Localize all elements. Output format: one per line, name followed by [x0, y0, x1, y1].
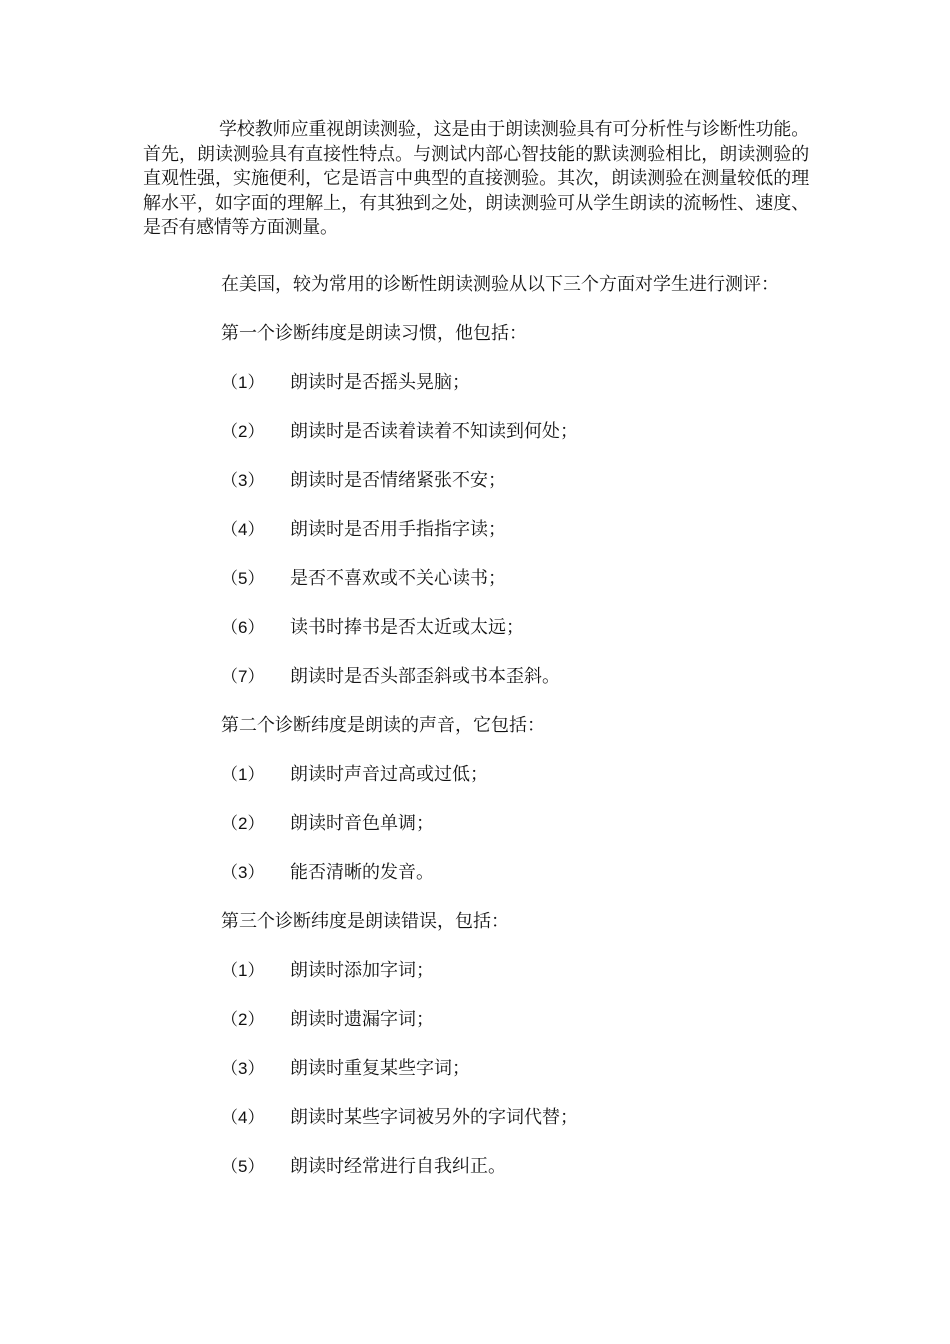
dimension-3-title: 第三个诊断纬度是朗读错误，包括： — [221, 911, 509, 932]
list-item-number: （4） — [221, 1108, 265, 1127]
list-item-number: （5） — [221, 569, 265, 588]
list-item — [221, 420, 578, 444]
list-item — [221, 861, 434, 885]
list-item-text: 朗读时是否情绪紧张不安； — [290, 470, 506, 491]
list-item-number: （2） — [221, 422, 265, 441]
intro-paragraph: 学校教师应重视朗读测验，这是由于朗读测验具有可分析性与诊断性功能。首先，朗读测验具有直接性特点。与测试内部心智技能的默读测验相比，朗读测验的直观性强，实施便利，它是语言中典型的直接测验。其次，朗读测验在测量较低的理解水平，如字面的理解上，有其独到之处，朗读测验可从学生朗读的流畅性、速度、是否有感情等方面测量。 — [143, 119, 809, 238]
list-item-number: （3） — [221, 1059, 265, 1078]
list-item-text: 朗读时是否用手指指字读； — [290, 519, 506, 540]
list-item-text: 朗读时是否头部歪斜或书本歪斜。 — [290, 666, 560, 687]
list-item-text: 能否清晰的发音。 — [290, 862, 434, 883]
list-item-number: （7） — [221, 667, 265, 686]
list-item — [221, 1106, 578, 1130]
list-item — [221, 1008, 434, 1032]
list-item — [221, 371, 470, 395]
list-item — [221, 1057, 470, 1081]
list-item-number: （2） — [221, 814, 265, 833]
list-item-number: （2） — [221, 1010, 265, 1029]
list-item — [221, 567, 506, 591]
list-item-text: 朗读时声音过高或过低； — [290, 764, 488, 785]
list-item-text: 朗读时经常进行自我纠正。 — [290, 1156, 506, 1177]
list-item — [221, 665, 560, 689]
list-item-text: 是否不喜欢或不关心读书； — [290, 568, 506, 589]
dimension-1-title: 第一个诊断纬度是朗读习惯，他包括： — [221, 323, 527, 344]
list-item-text: 朗读时重复某些字词； — [290, 1058, 470, 1079]
list-item-number: （4） — [221, 520, 265, 539]
list-item-number: （1） — [221, 961, 265, 980]
list-item-number: （3） — [221, 471, 265, 490]
list-item-number: （3） — [221, 863, 265, 882]
list-item-text: 朗读时是否读着读着不知读到何处； — [290, 421, 578, 442]
list-item — [221, 469, 506, 493]
list-item-text: 读书时捧书是否太近或太远； — [290, 617, 524, 638]
list-item-text: 朗读时添加字词； — [290, 960, 434, 981]
dimension-2-title: 第二个诊断纬度是朗读的声音，它包括： — [221, 715, 545, 736]
list-item — [221, 616, 524, 640]
list-item-text: 朗读时音色单调； — [290, 813, 434, 834]
list-item-text: 朗读时是否摇头晃脑； — [290, 372, 470, 393]
list-item-number: （5） — [221, 1157, 265, 1176]
list-item-number: （1） — [221, 765, 265, 784]
list-item-text: 朗读时遗漏字词； — [290, 1009, 434, 1030]
list-item — [221, 518, 506, 542]
usa-intro-line: 在美国，较为常用的诊断性朗读测验从以下三个方面对学生进行测评： — [221, 274, 779, 295]
list-item — [221, 959, 434, 983]
list-item — [221, 812, 434, 836]
list-item-number: （6） — [221, 618, 265, 637]
list-item-number: （1） — [221, 373, 265, 392]
list-item — [221, 1155, 506, 1179]
list-item-text: 朗读时某些字词被另外的字词代替； — [290, 1107, 578, 1128]
list-item — [221, 763, 488, 787]
